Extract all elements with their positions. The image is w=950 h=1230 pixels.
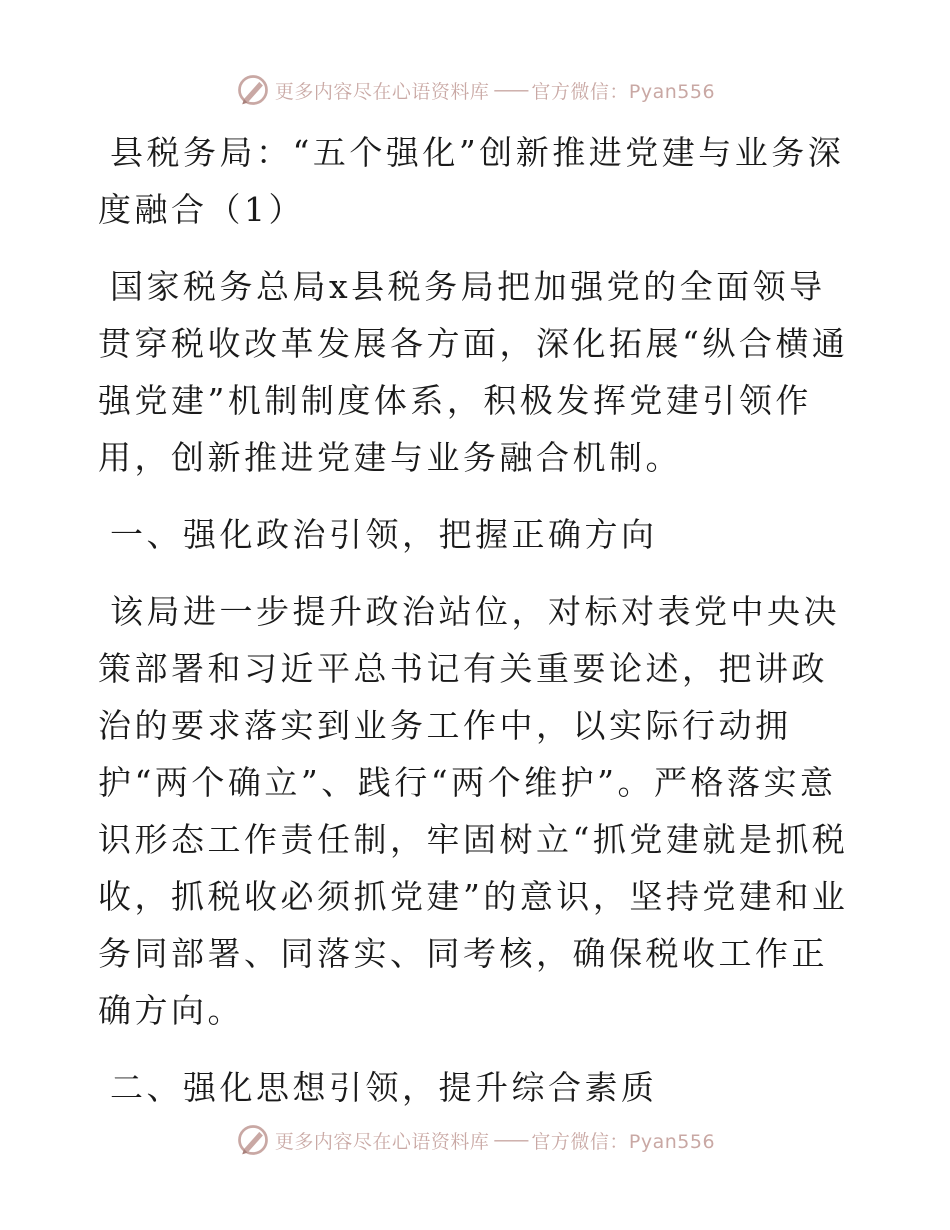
watermark-contact: 官方微信：Pyan556	[531, 1130, 716, 1153]
watermark-text: 更多内容尽在心语资料库	[274, 1130, 490, 1153]
watermark-separator: ——	[493, 1129, 528, 1151]
document-body	[98, 124, 858, 1136]
document-title: 县税务局：“五个强化”创新推进党建与业务深度融合（1）	[98, 133, 845, 229]
watermark-header	[0, 70, 950, 110]
pen-logo-icon	[235, 1122, 271, 1158]
watermark-footer	[0, 1120, 950, 1160]
watermark-separator: ——	[493, 79, 528, 101]
watermark-text: 更多内容尽在心语资料库	[274, 80, 490, 103]
intro-paragraph: 国家税务总局x县税务局把加强党的全面领导贯穿税收改革发展各方面，深化拓展“纵合横通强党建”机制制度体系，积极发挥党建引领作用，创新推进党建与业务融合机制。	[98, 267, 849, 477]
pen-logo-icon	[235, 72, 271, 108]
section-heading-2: 二、强化思想引领，提升综合素质	[110, 1068, 658, 1107]
section-heading-1: 一、强化政治引领，把握正确方向	[110, 515, 658, 554]
section-body-1: 该局进一步提升政治站位，对标对表党中央决策部署和习近平总书记有关重要论述，把讲政治的要求落实到业务工作中，以实际行动拥护“两个确立”、践行“两个维护”。严格落实意识形态工作责任制，牢固树立“抓党建就是抓税收，抓税收必须抓党建”的意识，坚持党建和业务同部署、同落实、同考核，确保税收工作正确方向。	[98, 592, 849, 1030]
watermark-contact: 官方微信：Pyan556	[531, 80, 716, 103]
